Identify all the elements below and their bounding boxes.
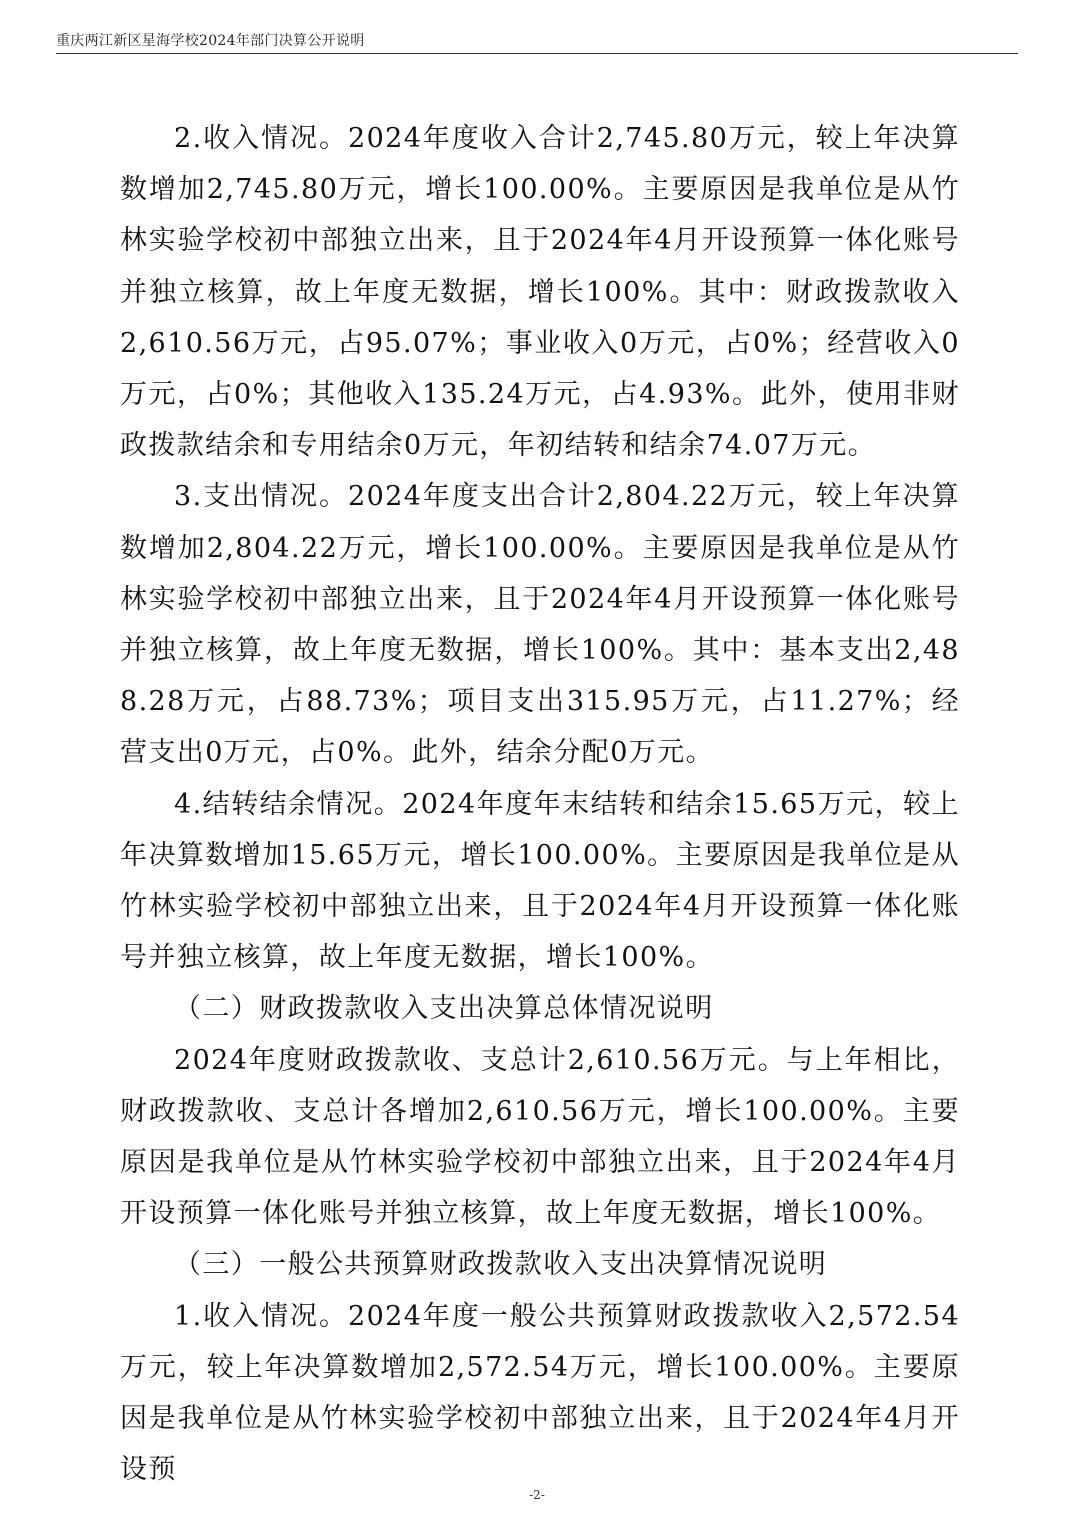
carryover-paragraph: 4.结转结余情况。2024年度年末结转和结余15.65万元，较上年决算数增加15.65万元，增长100.00%。主要原因是我单位是从竹林实验学校初中部独立出来，且于2024年4月开设预算一体化账号并独立核算，故上年度无数据，增长100%。 [120,788,960,974]
document-body [120,113,960,1495]
expenditure-paragraph: 3.支出情况。2024年度支出合计2,804.22万元，较上年决算数增加2,804.22万元，增长100.00%。主要原因是我单位是从竹林实验学校初中部独立出来，且于2024年4月开设预算一体化账号并独立核算，故上年度无数据，增长100%。其中：基本支出2,488.28万元，占88.73%；项目支出315.95万元，占11.27%；经营支出0万元，占0%。此外，结余分配0万元。 [120,481,960,769]
running-header: 重庆两江新区星海学校2024年部门决算公开说明 [56,33,365,49]
section-heading-fiscal-overview: （二）财政拨款收入支出决算总体情况说明 [174,993,714,1025]
fiscal-overview-paragraph: 2024年度财政拨款收、支总计2,610.56万元。与上年相比，财政拨款收、支总计各增加2,610.56万元，增长100.00%。主要原因是我单位是从竹林实验学校初中部独立出来，且于2024年4月开设预算一体化账号并独立核算，故上年度无数据，增长100%。 [120,1044,960,1230]
header-divider [56,53,1018,54]
general-budget-income-paragraph: 1.收入情况。2024年度一般公共预算财政拨款收入2,572.54万元，较上年决算数增加2,572.54万元，增长100.00%。主要原因是我单位是从竹林实验学校初中部独立出来，且于2024年4月开设预 [120,1300,960,1486]
income-paragraph: 2.收入情况。2024年度收入合计2,745.80万元，较上年决算数增加2,745.80万元，增长100.00%。主要原因是我单位是从竹林实验学校初中部独立出来，且于2024年4月开设预算一体化账号并独立核算，故上年度无数据，增长100%。其中：财政拨款收入2,610.56万元，占95.07%；事业收入0万元，占0%；经营收入0万元，占0%；其他收入135.24万元，占4.93%。此外，使用非财政拨款结余和专用结余0万元，年初结转和结余74.07万元。 [120,123,960,462]
section-heading-general-budget: （三）一般公共预算财政拨款收入支出决算情况说明 [174,1249,828,1281]
page-number: -2- [529,1488,545,1502]
